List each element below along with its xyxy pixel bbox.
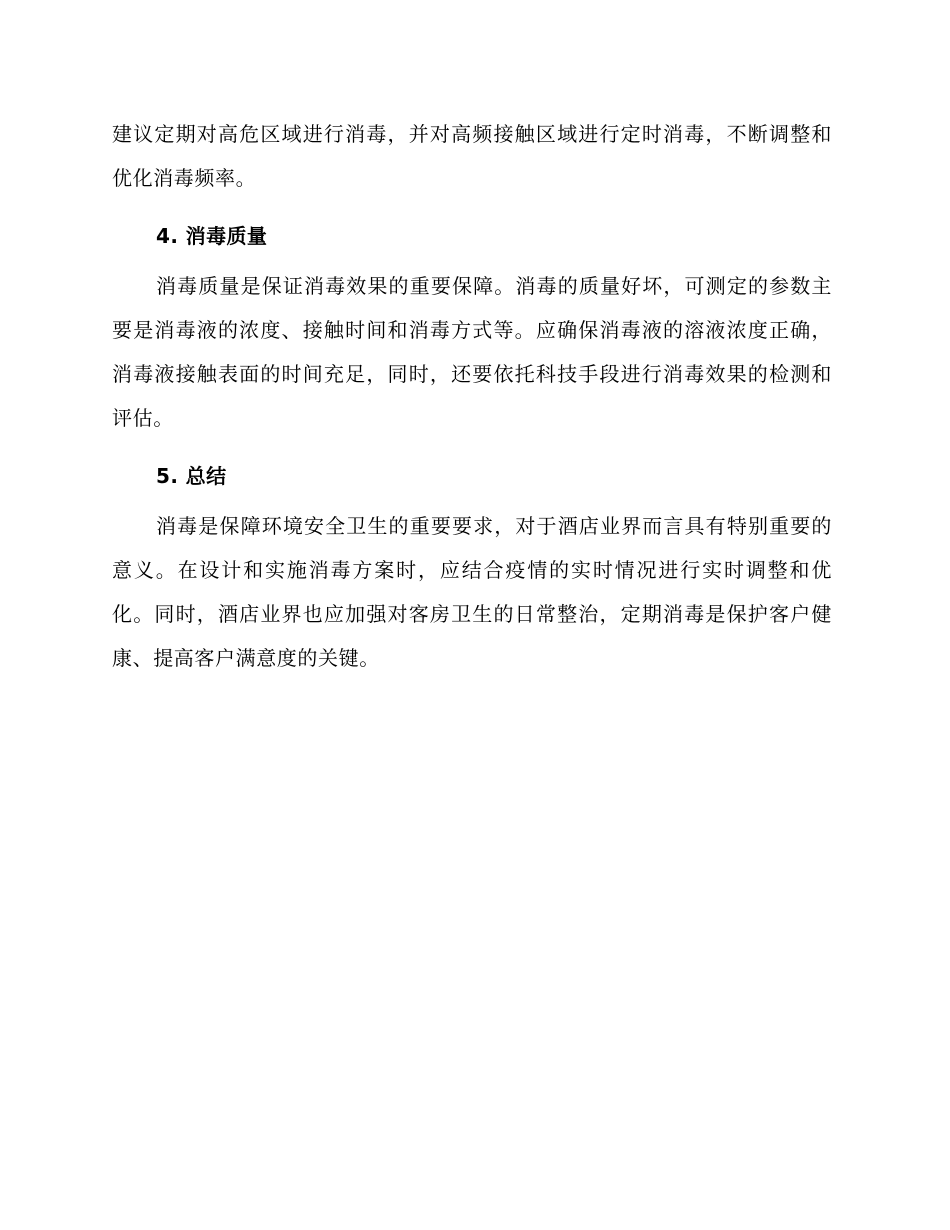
section-disinfection-quality [112,214,832,440]
intro-paragraph: 建议定期对高危区域进行消毒，并对高频接触区域进行定时消毒，不断调整和优化消毒频率。 [112,122,832,190]
section-heading: 4. 消毒质量 [156,224,268,248]
section-heading: 5. 总结 [156,464,227,488]
section-body: 消毒质量是保证消毒效果的重要保障。消毒的质量好坏，可测定的参数主要是消毒液的浓度、接触时间和消毒方式等。应确保消毒液的溶液浓度正确，消毒液接触表面的时间充足，同时，还要依托科技手段进行消毒效果的检测和评估。 [112,274,832,430]
spacer [112,200,832,208]
spacer [112,440,832,448]
section-body: 消毒是保障环境安全卫生的重要要求，对于酒店业界而言具有特别重要的意义。在设计和实施消毒方案时，应结合疫情的实时情况进行实时调整和优化。同时，酒店业界也应加强对客房卫生的日常整治，定期消毒是保护客户健康、提高客户满意度的关键。 [112,514,832,670]
section-summary [112,454,832,680]
